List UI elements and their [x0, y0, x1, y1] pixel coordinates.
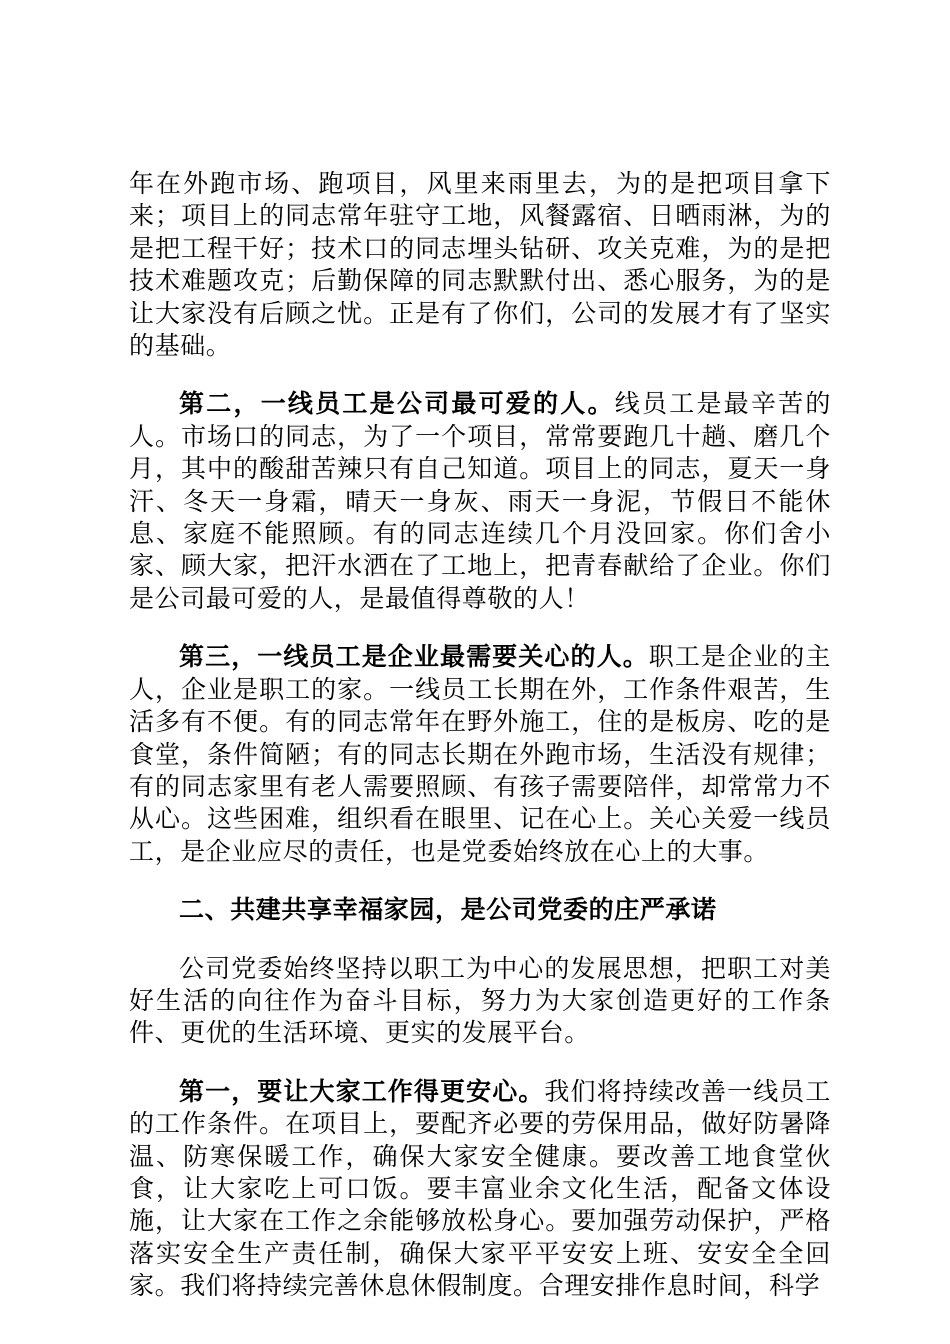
section-heading: 二、共建共享幸福家园，是公司党委的庄严承诺 [179, 895, 717, 925]
paragraph-party-commitment [129, 953, 831, 1050]
paragraph-lead: 第二，一线员工是公司最可爱的人。 [179, 389, 615, 419]
paragraph-gap [129, 362, 831, 388]
document-page [129, 168, 831, 1303]
paragraph-lead: 第三，一线员工是企业最需要关心的人。 [179, 642, 649, 672]
paragraph-lead: 第一，要让大家工作得更安心。 [179, 1076, 545, 1106]
paragraph-gap [129, 927, 831, 953]
paragraph-continuation [129, 168, 831, 362]
paragraph-gap [129, 868, 831, 894]
paragraph-frontline-care [129, 641, 831, 868]
paragraph-gap [129, 1050, 831, 1076]
paragraph-frontline-lovable [129, 388, 831, 615]
paragraph-text: 线员工是最辛苦的人。市场口的同志，为了一个项目，常常要跑几十趟、磨几个月，其中的酸甜苦辣只有自己知道。项目上的同志，夏天一身汗、冬天一身霜，晴天一身灰、雨天一身泥，节假日不能休息、家庭不能照顾。有的同志连续几个月没回家。你们舍小家、顾大家，把汗水洒在了工地上，把青春献给了企业。你们是公司最可爱的人，是最值得尊敬的人！ [129, 389, 831, 613]
paragraph-text: 公司党委始终坚持以职工为中心的发展思想，把职工对美好生活的向往作为奋斗目标，努力为大家创造更好的工作条件、更优的生活环境、更实的发展平台。 [129, 953, 831, 1048]
paragraph-text: 我们将持续改善一线员工的工作条件。在项目上，要配齐必要的劳保用品，做好防暑降温、防寒保暖工作，确保大家安全健康。要改善工地食堂伙食，让大家吃上可口饭。要丰富业余文化生活，配备文体设施，让大家在工作之余能够放松身心。要加强劳动保护，严格落实安全生产责任制，确保大家平平安安上班、安安全全回家。我们将持续完善休息休假制度。合理安排作息时间，科学 [129, 1076, 832, 1301]
paragraph-gap [129, 615, 831, 641]
paragraph-text: 年在外跑市场、跑项目，风里来雨里去，为的是把项目拿下来；项目上的同志常年驻守工地，风餐露宿、日晒雨淋，为的是把工程干好；技术口的同志埋头钻研、攻关克难，为的是把技术难题攻克；后勤保障的同志默默付出、悉心服务，为的是让大家没有后顾之忧。正是有了你们，公司的发展才有了坚实的基础。 [129, 169, 831, 361]
paragraph-work-secure [129, 1076, 831, 1303]
paragraph-text: 职工是企业的主人，企业是职工的家。一线员工长期在外，工作条件艰苦，生活多有不便。有的同志常年在野外施工，住的是板房、吃的是食堂，条件简陋；有的同志长期在外跑市场，生活没有规律；有的同志家里有老人需要照顾、有孩子需要陪伴，却常常力不从心。这些困难，组织看在眼里、记在心上。关心关爱一线员工，是企业应尽的责任，也是党委始终放在心上的大事。 [129, 642, 831, 866]
